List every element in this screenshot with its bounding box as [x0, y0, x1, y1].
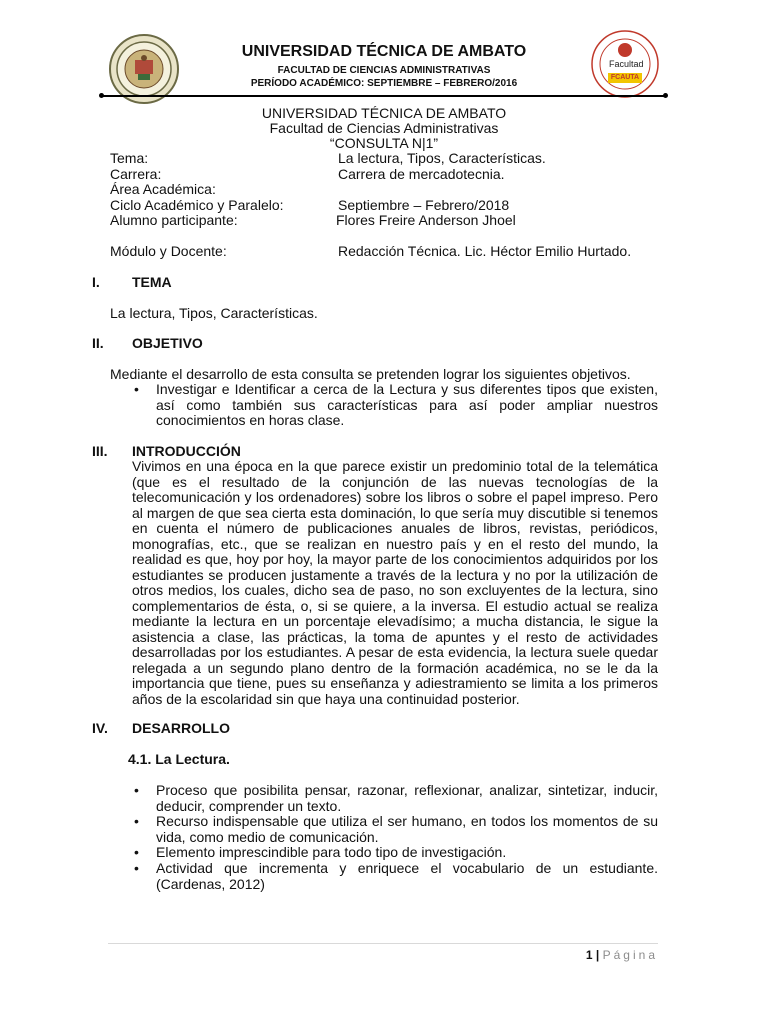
section-4-subtitle: 4.1. La Lectura. [128, 751, 230, 767]
section-1-body: La lectura, Tipos, Características. [110, 305, 318, 321]
info-label-tema: Tema: [110, 150, 149, 166]
title-faculty: Facultad de Ciencias Administrativas [269, 120, 499, 136]
page-separator: | [595, 948, 600, 962]
section-4-bullet-3: Elemento imprescindible para todo tipo de investigación. [156, 844, 507, 860]
header-divider [102, 95, 665, 97]
bullet-marker: • [134, 782, 139, 798]
info-label-modulo: Módulo y Docente: [110, 243, 227, 259]
footer-divider [108, 943, 658, 944]
info-value-carrera: Carrera de mercadotecnia. [338, 166, 505, 182]
page-word: Página [602, 948, 658, 962]
section-4-number: IV. [92, 720, 108, 736]
info-value-modulo: Redacción Técnica. Lic. Héctor Emilio Hurtado. [338, 243, 632, 259]
section-3-number: III. [92, 443, 108, 459]
section-2-intro: Mediante el desarrollo de esta consulta se pretenden lograr los siguientes objetivos. [110, 366, 631, 382]
section-2-title: OBJETIVO [132, 335, 203, 351]
section-4-title: DESARROLLO [132, 720, 230, 736]
bullet-marker: • [134, 381, 139, 397]
faculty-logo-word: Facultad [609, 59, 644, 69]
info-label-area: Área Académica: [110, 181, 216, 197]
section-1-number: I. [92, 274, 100, 290]
section-4-bullet-2: Recurso indispensable que utiliza el ser humano, en todos los momentos de su vida, como medio de comunicación. [156, 813, 658, 845]
title-consulta: “CONSULTA N|1” [329, 135, 439, 151]
title-university: UNIVERSIDAD TÉCNICA DE AMBATO [261, 105, 507, 121]
faculty-logo-abbr: FCAUTA [610, 74, 640, 81]
info-value-tema: La lectura, Tipos, Características. [338, 150, 546, 166]
page-number: 1 [585, 948, 593, 962]
info-value-ciclo: Septiembre – Febrero/2018 [338, 197, 510, 213]
section-2-number: II. [92, 335, 104, 351]
header-university: UNIVERSIDAD TÉCNICA DE AMBATO [241, 43, 527, 60]
section-2-bullet: Investigar e Identificar a cerca de la Lectura y sus diferentes tipos que existen, así como también sus características para así poder ampliar nuestros conocimientos en horas clase. [156, 381, 658, 428]
info-label-ciclo: Ciclo Académico y Paralelo: [110, 197, 284, 213]
section-3-title: INTRODUCCIÓN [132, 443, 241, 459]
bullet-marker: • [134, 860, 139, 876]
bullet-marker: • [134, 844, 139, 860]
section-4-bullet-4: Actividad que incrementa y enriquece el vocabulario de un estudiante. (Cardenas, 2012) [156, 860, 658, 892]
info-label-alumno: Alumno participante: [110, 212, 238, 228]
header-faculty: FACULTAD DE CIENCIAS ADMINISTRATIVAS [277, 65, 491, 76]
section-3-body: Vivimos en una época en la que parece existir un predominio total de la telemática (que es el resultado de la conjunción de las nuevas tecnologías de la telecomunicación y los ordenadores) sobre los libros o sobre el papel impreso. Pero al margen de que sea cierta esta dominación, lo que sería muy discutible si tenemos en cuenta el número de publicaciones anuales de libros, revistas, periódicos, monografías, etc., que se realizan en nuestro país y en el resto del mundo, la realidad es que, hoy por hoy, la mayor parte de los conocimientos adquiridos por los estudiantes se producen justamente a través de la lectura y no por la utilización de otros medios, los cuales, dicho sea de paso, no son excluyentes de la lectura, sino complementarios de ésta, o, si se quiere, a la inversa. El estudio actual se realiza mediante la lectura en un porcentaje elevadísimo; a mucha distancia, le sigue la asistencia a clase, las prácticas, la toma de apuntes y el resto de actividades desarrolladas por los estudiantes. A pesar de esta evidencia, la lectura suele quedar relegada a un segundo plano dentro de la formación académica, no se le da la importancia que tiene, pues su enseñanza y adiestramiento se limita a los primeros años de la escolaridad sin que haya una continuidad posterior. [132, 458, 658, 707]
section-1-title: TEMA [132, 274, 172, 290]
faculty-logo [585, 28, 665, 100]
info-label-carrera: Carrera: [110, 166, 162, 182]
header-line-dot-right [663, 93, 668, 98]
section-4-bullet-1: Proceso que posibilita pensar, razonar, reflexionar, analizar, sintetizar, inducir, deducir, comprender un texto. [156, 782, 658, 814]
page-footer [540, 948, 658, 962]
info-value-alumno: Flores Freire Anderson Jhoel [336, 212, 516, 228]
bullet-marker: • [134, 813, 139, 829]
header-period: PERÍODO ACADÉMICO: SEPTIEMBRE – FEBRERO/2016 [250, 78, 518, 89]
